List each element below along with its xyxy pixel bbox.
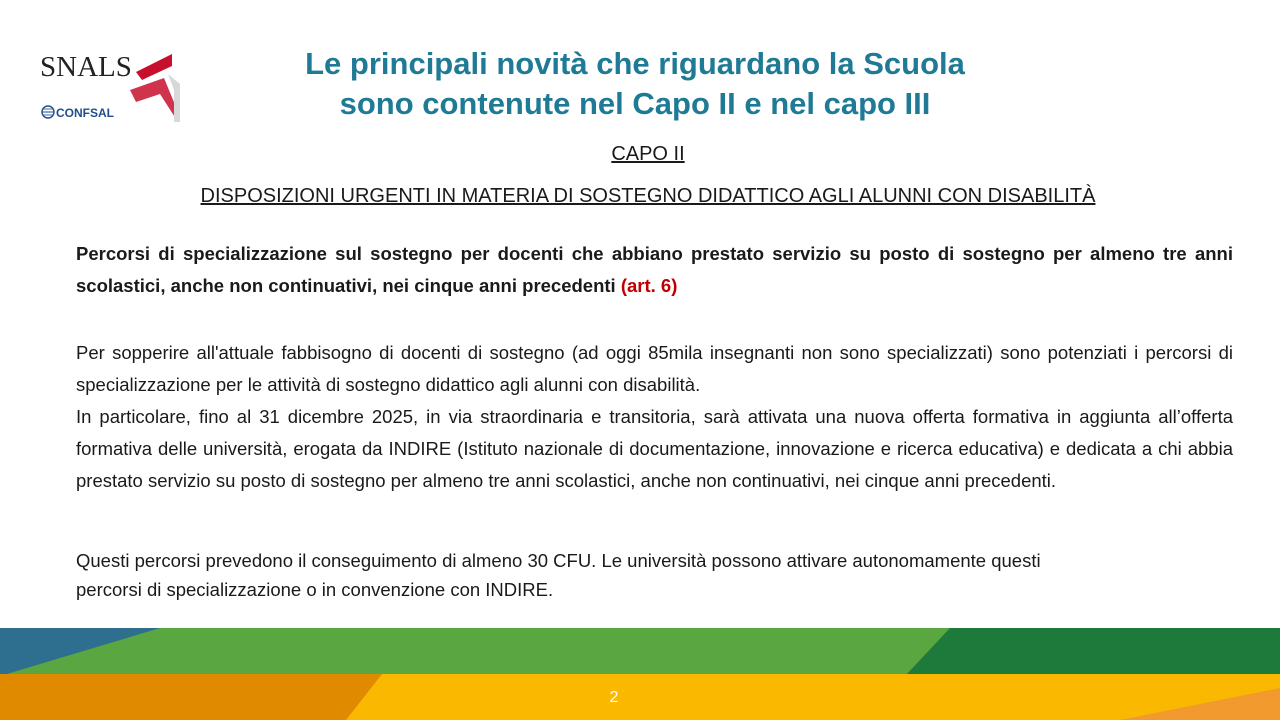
lead-text: Percorsi di specializzazione sul sostegno per docenti che abbiano prestato servizio su posto di sostegno per almeno tre anni scolastici, anche non continuativi, nei cinque anni precedenti	[76, 243, 1233, 296]
article-reference: (art. 6)	[620, 275, 678, 296]
footer-decorative-bands	[0, 628, 1280, 720]
paragraph-3-line-1: Questi percorsi prevedono il conseguimento di almeno 30 CFU. Le università possono attivare autonomamente questi	[76, 550, 1041, 571]
globe-icon	[42, 106, 54, 118]
paragraph-3-line-2: percorsi di specializzazione o in convenzione con INDIRE.	[76, 579, 554, 600]
page-title-line-2: sono contenute nel Capo II e nel capo III	[339, 86, 931, 121]
paragraph-3	[76, 546, 1236, 604]
footer-dark-green-wedge	[905, 628, 1280, 676]
footer-orange-wedge	[0, 674, 382, 720]
logo-brand-text: SNALS	[40, 51, 132, 83]
logo-red-wing	[130, 78, 178, 122]
lead-paragraph	[76, 238, 1233, 302]
paragraph-1: Per sopperire all'attuale fabbisogno di docenti di sostegno (ad oggi 85mila insegnanti non sono specializzati) sono potenziati i percorsi di specializzazione per le attività di sostegno didattico agli alunni con disabilità.	[76, 342, 1233, 395]
logo-red-chevron	[136, 54, 172, 80]
page-number: 2	[609, 689, 619, 706]
section-heading: DISPOSIZIONI URGENTI IN MATERIA DI SOSTEGNO DIDATTICO AGLI ALUNNI CON DISABILITÀ	[200, 185, 1096, 207]
section-label: CAPO II	[611, 143, 685, 165]
page-title-line-1: Le principali novità che riguardano la Scuola	[305, 46, 965, 81]
snals-confsal-logo	[38, 50, 183, 125]
page-title	[190, 44, 1080, 124]
logo-sub-text: CONFSAL	[56, 106, 114, 120]
paragraph-2: In particolare, fino al 31 dicembre 2025, in via straordinaria e transitoria, sarà attivata una nuova offerta formativa in aggiunta all’offerta formativa delle università, erogata da INDIRE (Istituto nazionale di documentazione, innovazione e ricerca educativa) e dedicata a chi abbia prestato servizio su posto di sostegno per almeno tre anni scolastici, anche non continuativi, nei cinque anni precedenti.	[76, 406, 1233, 491]
